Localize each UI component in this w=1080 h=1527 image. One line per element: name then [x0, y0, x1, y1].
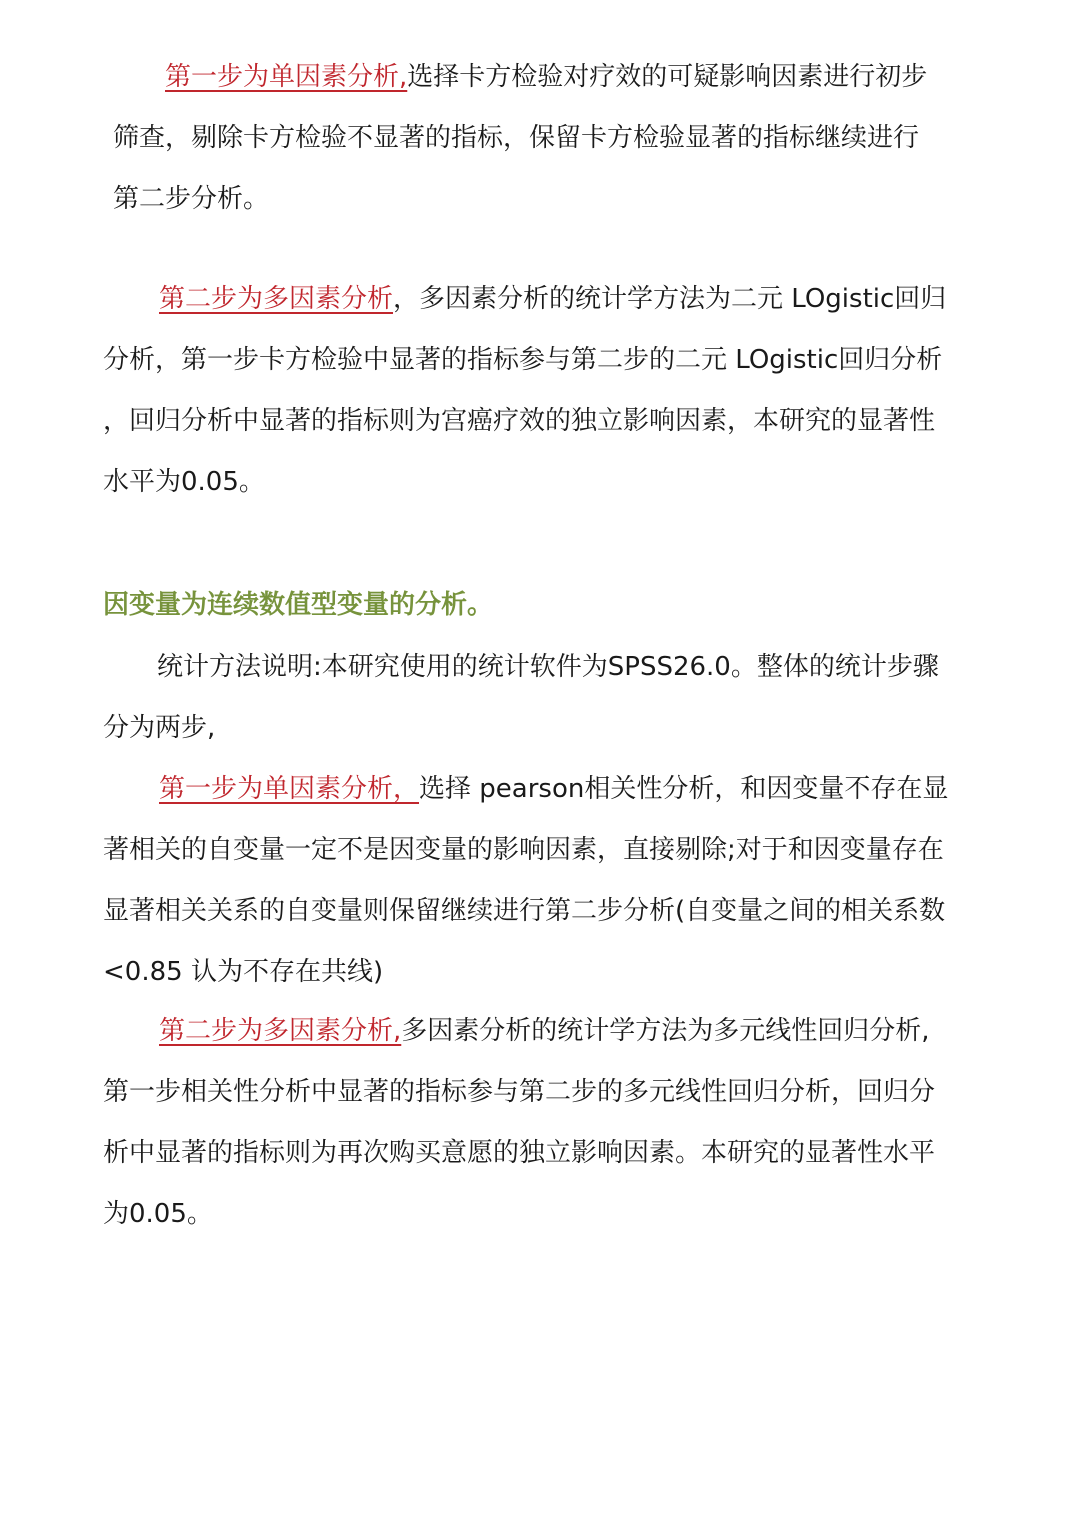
s1-para1-line3: 第二步分析。 — [113, 184, 270, 214]
s1-para1 — [103, 47, 978, 230]
section-heading: 因变量为连续数值型变量的分析。 — [103, 590, 494, 620]
s2-para2-line2: 著相关的自变量一定不是因变量的影响因素，直接剔除;对于和因变量存在 — [103, 835, 944, 865]
s2-para3-line1-rest: 多因素分析的统计学方法为多元线性回归分析, — [401, 1016, 930, 1046]
s1-para1-line1 — [103, 47, 978, 108]
s2-para3-line1 — [103, 1001, 978, 1062]
s2-para3-lead: 第二步为多因素分析, — [159, 1016, 402, 1046]
s1-para1-lead: 第一步为单因素分析, — [165, 62, 408, 92]
s2-para2-lead: 第一步为单因素分析， — [159, 774, 420, 804]
s1-para2-line1 — [103, 269, 978, 330]
s2-para2-line4: <0.85 认为不存在共线) — [103, 957, 384, 987]
s1-para2-lead: 第二步为多因素分析 — [159, 284, 394, 314]
s2-para3-line2: 第一步相关性分析中显著的指标参与第二步的多元线性回归分析，回归分 — [103, 1077, 936, 1107]
s1-para2-line4: 水平为0.05。 — [103, 467, 265, 497]
s2-para1-line1: 统计方法说明:本研究使用的统计软件为SPSS26.0。整体的统计步骤 — [157, 652, 939, 682]
s2-para2-line3: 显著相关关系的自变量则保留继续进行第二步分析(自变量之间的相关系数 — [103, 896, 946, 926]
s2-para1-line2: 分为两步, — [103, 713, 216, 743]
s2-para3-line4: 为0.05。 — [103, 1199, 213, 1229]
s1-para2-line2: 分析，第一步卡方检验中显著的指标参与第二步的二元 LOgistic回归分析 — [103, 345, 943, 375]
s1-para2 — [103, 269, 978, 513]
s1-para2-line1-rest: ，多因素分析的统计学方法为二元 LOgistic回归 — [393, 284, 947, 314]
s2-para3-line3: 析中显著的指标则为再次购买意愿的独立影响因素。本研究的显著性水平 — [103, 1138, 936, 1168]
s2-para2-line1-rest: 选择 pearson相关性分析，和因变量不存在显 — [419, 774, 949, 804]
s1-para2-line3: ，回归分析中显著的指标则为宫癌疗效的独立影响因素，本研究的显著性 — [103, 406, 936, 436]
s2-para2 — [103, 759, 978, 1003]
s2-para3 — [103, 1001, 978, 1245]
s1-para1-line1-rest: 选择卡方检验对疗效的可疑影响因素进行初步 — [407, 62, 928, 92]
s2-para2-line1 — [103, 759, 978, 820]
s2-para1 — [103, 637, 978, 759]
s1-para1-line2: 筛查，剔除卡方检验不显著的指标，保留卡方检验显著的指标继续进行 — [113, 123, 920, 153]
